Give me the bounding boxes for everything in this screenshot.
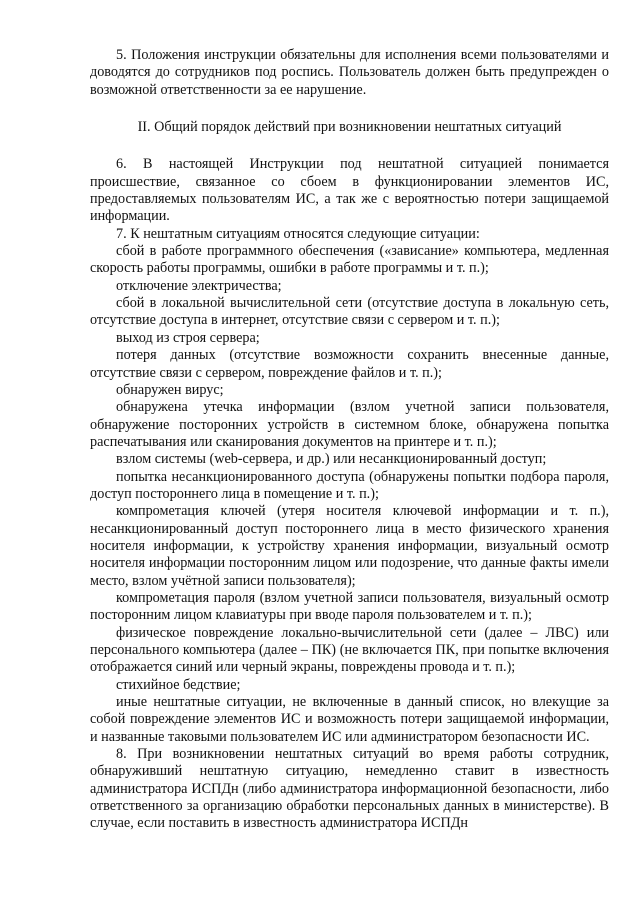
list-item: компрометация пароля (взлом учетной записи пользователя, визуальный осмотр посторонним лицом клавиатуры при вводе пароля пользователем и т. п.); bbox=[90, 589, 609, 624]
list-item: взлом системы (web-сервера, и др.) или несанкционированный доступ; bbox=[116, 451, 547, 468]
list-item: стихийное бедствие; bbox=[116, 676, 241, 693]
list-item: компрометация ключей (утеря носителя ключевой информации и т. п.), несанкционированный доступ постороннего лица в место физического хранения носителя информации, к устройству хранения информации, визуальный осмотр носителя информации посторонним лицом или подозрение, что данные факты имели место, взлом учётной записи пользователя); bbox=[90, 503, 609, 589]
document-body bbox=[90, 47, 609, 833]
list-item: выход из строя сервера; bbox=[116, 329, 260, 346]
list-item: потеря данных (отсутствие возможности сохранить внесенные данные, отсутствие связи с сервером, повреждение файлов и т. п.); bbox=[90, 347, 609, 381]
section-heading: II. Общий порядок действий при возникновении нештатных ситуаций bbox=[137, 119, 562, 136]
paragraph-5: 5. Положения инструкции обязательны для исполнения всеми пользователями и доводятся до сотрудников под роспись. Пользователь должен быть предупрежден о возможной ответственности за ее нарушение. bbox=[90, 47, 609, 98]
list-item: обнаружена утечка информации (взлом учетной записи пользователя, обнаружение посторонних устройств в системном блоке, обнаружена попытка распечатывания или сканирования документов на принтере и т. п.); bbox=[90, 399, 609, 450]
paragraph-8: 8. При возникновении нештатных ситуаций во время работы сотрудник, обнаруживший нештатную ситуацию, немедленно ставит в известность администратора ИСПДн (либо администратора информационной безопасности, либо ответственного за организацию обработки персональных данных в министерстве). В случае, если поставить в известность администратора ИСПДн bbox=[90, 746, 609, 832]
list-item: иные нештатные ситуации, не включенные в данный список, но влекущие за собой повреждение элементов ИС и возможность потери защищаемой информации, и названные таковыми пользователем ИС или администратором безопасности ИС. bbox=[90, 694, 609, 745]
paragraph-6: 6. В настоящей Инструкции под нештатной ситуацией понимается происшествие, связанное со сбоем в функционировании элементов ИС, предоставляемых пользователям ИС, а так же с вероятностью потери защищаемой информации. bbox=[90, 156, 609, 225]
list-item: сбой в локальной вычислительной сети (отсутствие доступа в локальную сеть, отсутствие доступа в интернет, отсутствие связи с сервером и т. п.); bbox=[90, 295, 609, 329]
paragraph-7: 7. К нештатным ситуациям относятся следующие ситуации: bbox=[116, 225, 480, 242]
list-item: отключение электричества; bbox=[116, 277, 282, 294]
list-item: попытка несанкционированного доступа (обнаружены попытки подбора пароля, доступ постороннего лица в помещение и т. п.); bbox=[90, 468, 609, 502]
list-item: сбой в работе программного обеспечения («зависание» компьютера, медленная скорость работы программы, ошибки в работе программы и т. п.); bbox=[90, 243, 609, 277]
list-item: обнаружен вирус; bbox=[116, 381, 224, 398]
list-item: физическое повреждение локально-вычислительной сети (далее – ЛВС) или персонального компьютера (далее – ПК) (не включается ПК, при попытке включения отображается синий или черный экраны, повреждены провода и т. п.); bbox=[90, 624, 609, 676]
